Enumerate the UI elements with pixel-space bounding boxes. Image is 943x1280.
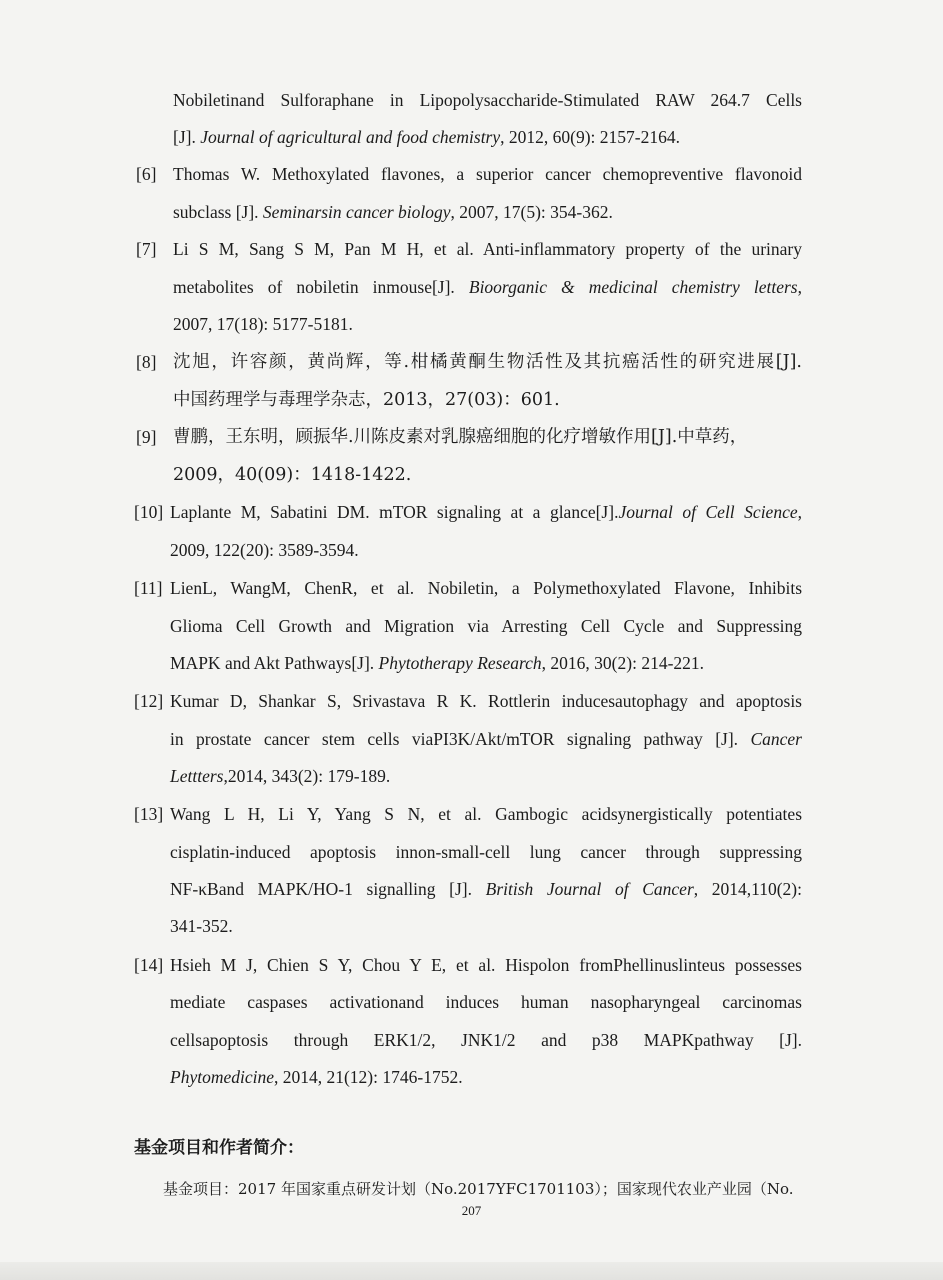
reference-line xyxy=(173,200,613,224)
reference-line xyxy=(173,425,802,449)
reference-run: , 2014, 21(12): 1746-1752. xyxy=(273,1067,463,1087)
reference-run: 沈旭，许容颜，黄尚辉，等.柑橘黄酮生物活性及其抗癌活性的研究进展[J]. xyxy=(173,352,802,372)
reference-number: [13] xyxy=(134,804,164,824)
reference-run: Laplante M, Sabatini DM. mTOR signaling at a glance[J]. xyxy=(170,502,619,522)
reference-run: 341-352. xyxy=(170,916,233,936)
reference-line xyxy=(170,877,802,901)
reference-run: NF-κBand MAPK/HO-1 signalling [J]. xyxy=(170,879,486,899)
reference-number: [7] xyxy=(136,239,157,259)
reference-line xyxy=(173,388,560,412)
reference-run: 2007, 17(18): 5177-5181. xyxy=(173,314,353,334)
funding-text: 基金项目：2017 年国家重点研发计划（No.2017YFC1701103）；国家现代农业产业园（No. xyxy=(163,1180,794,1198)
reference-line xyxy=(170,914,233,938)
reference-run: Thomas W. Methoxylated flavones, a superior cancer chemopreventive flavonoid xyxy=(173,164,802,184)
funding-heading: 基金项目和作者简介： xyxy=(134,1138,304,1158)
reference-italic-run: Journal of agricultural and food chemistry xyxy=(200,127,501,147)
reference-number: [8] xyxy=(136,352,157,372)
reference-run: 2009，40(09)：1418-1422. xyxy=(173,465,412,485)
reference-line xyxy=(173,463,411,487)
reference-run: , xyxy=(797,502,802,522)
reference-italic-run: British Journal of Cancer xyxy=(485,879,694,899)
reference-line xyxy=(173,237,802,261)
reference-line xyxy=(170,727,802,751)
reference-line xyxy=(170,990,802,1014)
reference-line xyxy=(170,538,359,562)
reference-italic-run: Phytotherapy Research xyxy=(378,653,542,673)
reference-run: ,2014, 343(2): 179-189. xyxy=(223,766,391,786)
reference-run: , 2016, 30(2): 214-221. xyxy=(541,653,705,673)
reference-run: , xyxy=(797,277,802,297)
reference-run: Li S M, Sang S M, Pan M H, et al. Anti-inflammatory property of the urinary xyxy=(173,239,802,259)
reference-line xyxy=(173,312,353,336)
reference-line xyxy=(173,350,802,374)
reference-italic-run: Lettters xyxy=(170,766,224,786)
reference-line xyxy=(170,651,704,675)
reference-run: Wang L H, Li Y, Yang S N, et al. Gambogic acidsynergistically potentiates xyxy=(170,804,802,824)
reference-number: [10] xyxy=(134,502,164,522)
reference-run: 曹鹏，王东明，顾振华.川陈皮素对乳腺癌细胞的化疗增敏作用[J].中草药， xyxy=(173,427,748,447)
reference-line xyxy=(173,88,802,112)
reference-run: in prostate cancer stem cells viaPI3K/Akt/mTOR signaling pathway [J]. xyxy=(170,729,751,749)
reference-number: [14] xyxy=(134,955,164,975)
reference-line xyxy=(170,614,802,638)
reference-run: mediate caspases activationand induces human nasopharyngeal carcinomas xyxy=(170,992,802,1012)
reference-run: , 2014,110(2): xyxy=(693,879,802,899)
reference-run: subclass [J]. xyxy=(173,202,263,222)
reference-run: [J]. xyxy=(173,127,201,147)
reference-line xyxy=(170,802,802,826)
reference-number: [11] xyxy=(134,578,163,598)
reference-run: Nobiletinand Sulforaphane in Lipopolysaccharide-Stimulated RAW 264.7 Cells xyxy=(173,90,802,110)
reference-italic-run: Bioorganic & medicinal chemistry letters xyxy=(468,277,798,297)
reference-run: MAPK and Akt Pathways[J]. xyxy=(170,653,379,673)
reference-run: Kumar D, Shankar S, Srivastava R K. Rottlerin inducesautophagy and apoptosis xyxy=(170,691,802,711)
reference-run: 中国药理学与毒理学杂志，2013，27(03)：601. xyxy=(173,390,560,410)
reference-italic-run: Seminarsin cancer biology xyxy=(262,202,451,222)
reference-run: cellsapoptosis through ERK1/2, JNK1/2 and p38 MAPKpathway [J]. xyxy=(170,1030,802,1050)
reference-run: metabolites of nobiletin inmouse[J]. xyxy=(173,277,469,297)
reference-line xyxy=(170,500,802,524)
page-number: 207 xyxy=(461,1203,482,1218)
reference-number: [12] xyxy=(134,691,164,711)
reference-line xyxy=(173,275,802,299)
reference-run: , 2012, 60(9): 2157-2164. xyxy=(500,127,680,147)
reference-run: cisplatin-induced apoptosis innon-small-cell lung cancer through suppressing xyxy=(170,842,802,862)
reference-italic-run: Journal of Cell Science xyxy=(618,502,798,522)
scan-shadow xyxy=(0,1262,943,1280)
reference-line xyxy=(170,1028,802,1052)
reference-line xyxy=(170,840,802,864)
reference-run: Hsieh M J, Chien S Y, Chou Y E, et al. Hispolon fromPhellinuslinteus possesses xyxy=(170,955,802,975)
reference-line xyxy=(173,125,680,149)
reference-line xyxy=(170,689,802,713)
reference-line xyxy=(170,764,390,788)
reference-run: LienL, WangM, ChenR, et al. Nobiletin, a Polymethoxylated Flavone, Inhibits xyxy=(170,578,802,598)
reference-run: Glioma Cell Growth and Migration via Arresting Cell Cycle and Suppressing xyxy=(170,616,802,636)
reference-run: 2009, 122(20): 3589-3594. xyxy=(170,540,359,560)
reference-run: , 2007, 17(5): 354-362. xyxy=(450,202,613,222)
reference-line xyxy=(170,576,802,600)
reference-line xyxy=(173,162,802,186)
reference-number: [6] xyxy=(136,164,157,184)
reference-line xyxy=(170,1065,463,1089)
reference-number: [9] xyxy=(136,427,157,447)
reference-line xyxy=(170,953,802,977)
reference-italic-run: Phytomedicine xyxy=(170,1067,274,1087)
reference-italic-run: Cancer xyxy=(750,729,802,749)
